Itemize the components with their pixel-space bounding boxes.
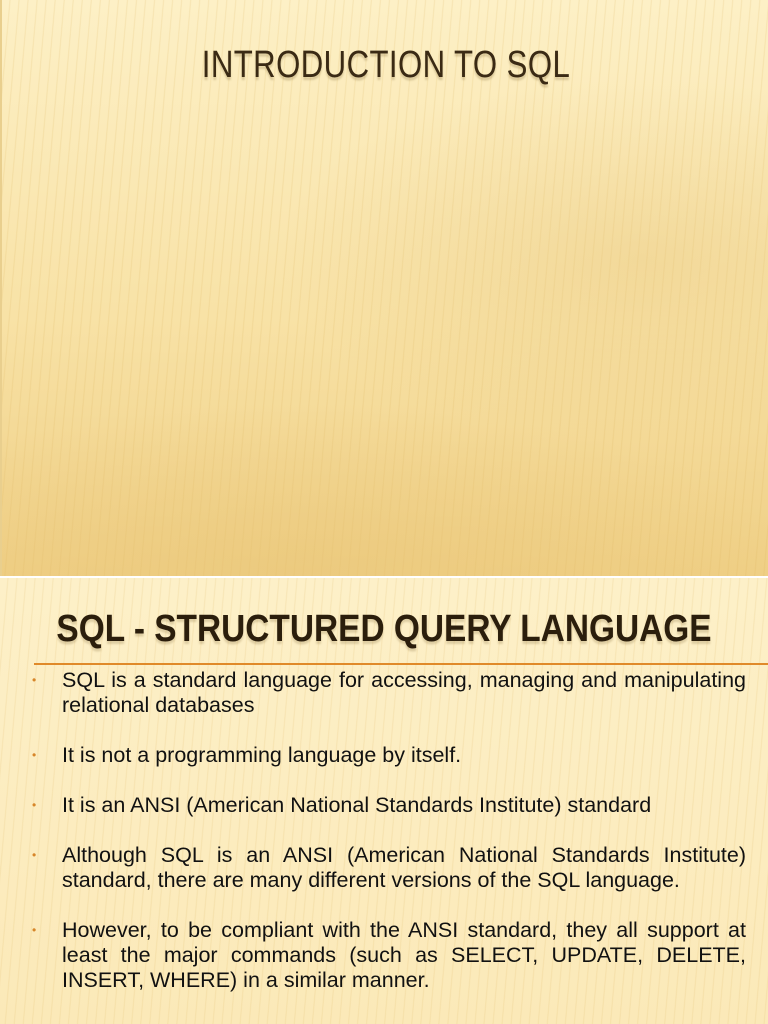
bullet-item	[30, 793, 746, 818]
bullet-list	[30, 668, 746, 1018]
bullet-text: However, to be compliant with the ANSI standard, they all support at least the major commands (such as SELECT, UPDATE, DELETE, INSERT, WHERE) in a similar manner.	[62, 918, 746, 992]
title-underline-rule	[34, 663, 768, 665]
bullet-dot-icon: •	[32, 798, 37, 812]
bullet-dot-icon: •	[32, 673, 37, 687]
bullet-item	[30, 918, 746, 993]
bullet-dot-icon: •	[32, 848, 37, 862]
bullet-dot-icon: •	[32, 748, 37, 762]
bullet-item	[30, 668, 746, 718]
slide-2	[0, 578, 768, 1024]
bullet-text: It is an ANSI (American National Standards Institute) standard	[62, 793, 652, 817]
slide-2-title: SQL - STRUCTURED QUERY LANGUAGE	[56, 608, 712, 650]
bullet-dot-icon: •	[32, 923, 37, 937]
bullet-item	[30, 843, 746, 893]
bullet-item	[30, 743, 746, 768]
bullet-text: It is not a programming language by itself.	[62, 743, 462, 767]
bullet-text: Although SQL is an ANSI (American National Standards Institute) standard, there are many different versions of the SQL language.	[62, 843, 746, 892]
slide-1-title: INTRODUCTION TO SQL	[201, 44, 571, 86]
bullet-text: SQL is a standard language for accessing, managing and manipulating relational databases	[62, 668, 746, 717]
